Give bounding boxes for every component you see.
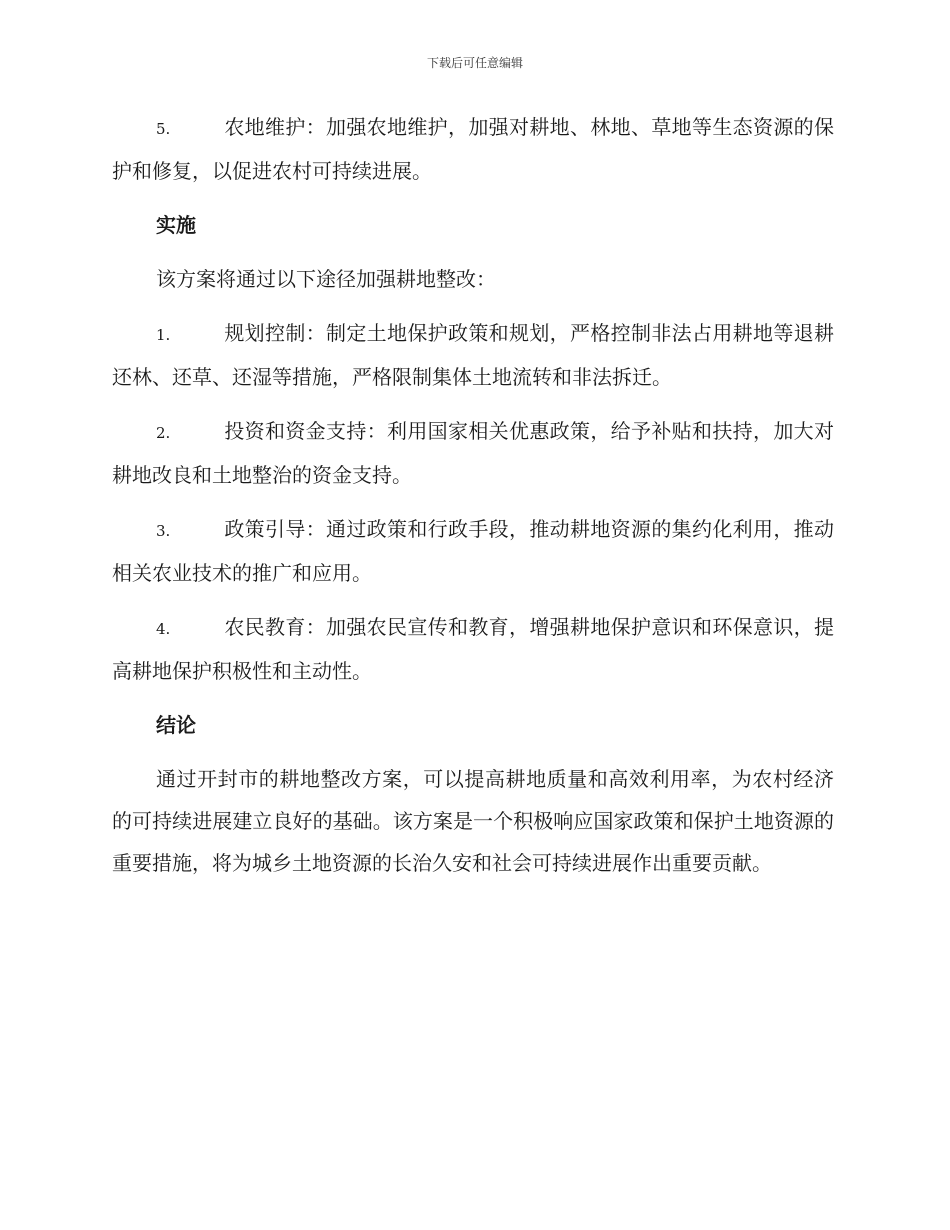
list-item [112, 410, 834, 496]
list-number: 1. [156, 326, 171, 344]
conclusion-text: 通过开封市的耕地整改方案，可以提高耕地质量和高效利用率，为农村经济的可持续进展建立良好的基础。该方案是一个积极响应国家政策和保护土地资源的重要措施，将为城乡土地资源的长治久安和社会可持续进展作出重要贡献。 [112, 767, 834, 875]
list-text: 农地维护：加强农地维护，加强对耕地、林地、草地等生态资源的保护和修复，以促进农村可持续进展。 [112, 115, 834, 183]
list-item [112, 508, 834, 594]
list-number: 2. [156, 424, 171, 442]
list-item [112, 312, 834, 398]
header-note: 下载后可任意编辑 [426, 56, 523, 70]
list-text: 农民教育：加强农民宣传和教育，增强耕地保护意识和环保意识，提高耕地保护积极性和主动性。 [112, 615, 834, 683]
list-text: 规划控制：制定土地保护政策和规划，严格控制非法占用耕地等退耕还林、还草、还湿等措施，严格限制集体土地流转和非法拆迁。 [112, 321, 834, 389]
section-heading-conclusion: 结论 [156, 713, 196, 737]
list-item [112, 106, 834, 192]
list-text: 投资和资金支持：利用国家相关优惠政策，给予补贴和扶持，加大对耕地改良和土地整治的资金支持。 [112, 419, 834, 487]
list-number: 3. [156, 522, 171, 540]
list-text: 政策引导：通过政策和行政手段，推动耕地资源的集约化利用，推动相关农业技术的推广和应用。 [112, 517, 834, 585]
implementation-intro: 该方案将通过以下途径加强耕地整改： [156, 267, 496, 291]
section-heading-implementation: 实施 [156, 213, 196, 237]
list-number: 5. [156, 120, 171, 138]
list-item [112, 606, 834, 692]
list-number: 4. [156, 620, 171, 638]
document-body [112, 106, 834, 896]
